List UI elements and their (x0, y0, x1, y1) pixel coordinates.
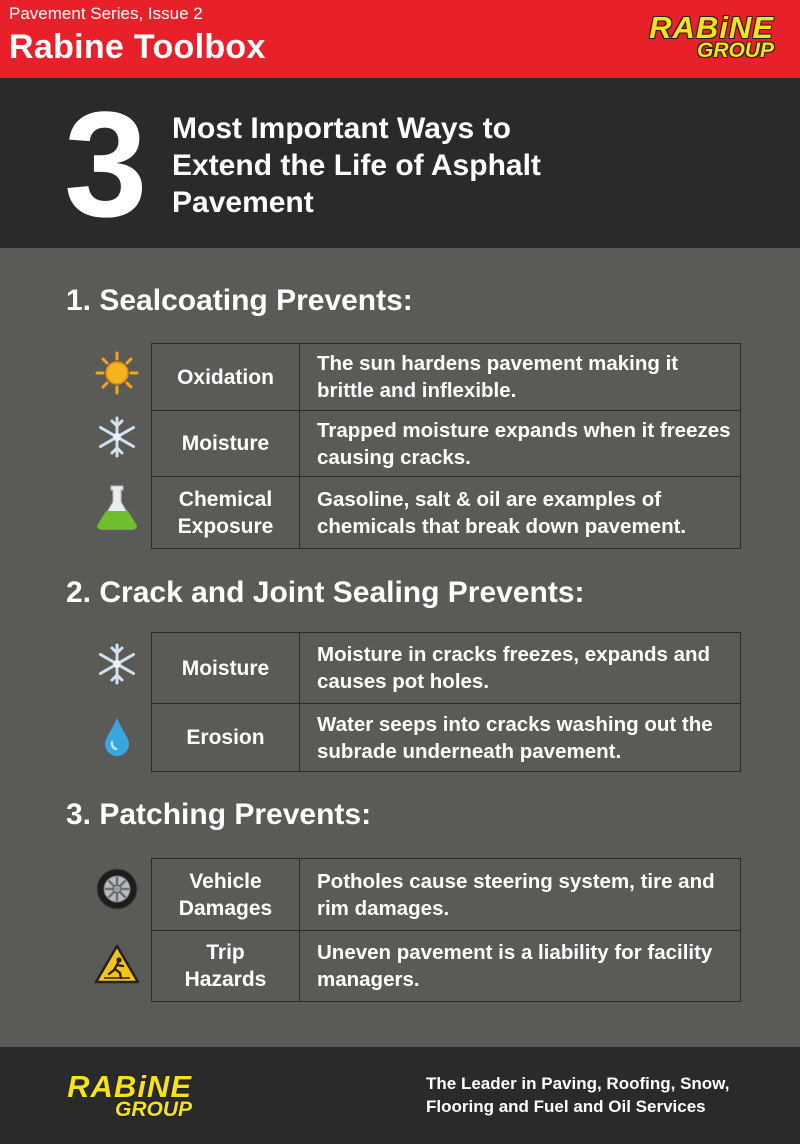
logo-wordmark: RABiNE (67, 1069, 192, 1104)
row-description: Trapped moisture expands when it freezes causing cracks. (317, 418, 731, 469)
warning-sign-icon (94, 941, 140, 987)
rabine-logo-footer[interactable] (22, 1071, 192, 1120)
row-name: Vehicle Damages (152, 859, 300, 930)
row-name: Chemical Exposure (152, 477, 300, 548)
water-drop-icon (94, 713, 140, 759)
footer-tagline: The Leader in Paving, Roofing, Snow, Flooring and Fuel and Oil Services (426, 1074, 730, 1116)
table-row (152, 930, 740, 1001)
table-row (152, 410, 740, 476)
crack-sealing-table (151, 632, 741, 772)
patching-table (151, 858, 741, 1002)
rabine-logo[interactable] (649, 12, 774, 61)
table-row (152, 344, 740, 410)
row-description: Potholes cause steering system, tire and rim damages. (317, 869, 715, 920)
section-heading-sealcoating: 1. Sealcoating Prevents: (66, 284, 413, 317)
table-row (152, 476, 740, 548)
hero-number: 3 (64, 80, 148, 248)
hero-title: Most Important Ways to Extend the Life of Asphalt Pavement (172, 112, 541, 219)
logo-subtitle: GROUP (696, 39, 774, 62)
row-description: Moisture in cracks freezes, expands and causes pot holes. (317, 643, 711, 693)
tire-icon (94, 866, 140, 912)
page-title: Rabine Toolbox (9, 28, 266, 66)
row-description: Gasoline, salt & oil are examples of chemicals that break down pavement. (317, 487, 687, 538)
row-name: Moisture (152, 633, 300, 703)
snowflake-icon (94, 414, 140, 460)
table-row (152, 703, 740, 771)
row-description: Water seeps into cracks washing out the subrade underneath pavement. (317, 712, 713, 763)
series-label: Pavement Series, Issue 2 (9, 4, 203, 23)
row-description: The sun hardens pavement making it brittle and inflexible. (317, 352, 679, 402)
flask-icon (94, 484, 140, 530)
section-heading-crack-sealing: 2. Crack and Joint Sealing Prevents: (66, 576, 585, 609)
row-description: Uneven pavement is a liability for facility managers. (317, 941, 713, 991)
table-row (152, 859, 740, 930)
sealcoating-table (151, 343, 741, 549)
row-name: Erosion (152, 704, 300, 771)
logo-wordmark: RABiNE (649, 10, 774, 45)
snowflake-icon (94, 641, 140, 687)
row-name: Moisture (152, 411, 300, 476)
table-row (152, 633, 740, 703)
row-name: Oxidation (152, 344, 300, 410)
section-heading-patching: 3. Patching Prevents: (66, 798, 372, 831)
row-name: Trip Hazards (152, 931, 300, 1001)
logo-subtitle: GROUP (114, 1098, 192, 1121)
sun-icon (94, 350, 140, 396)
